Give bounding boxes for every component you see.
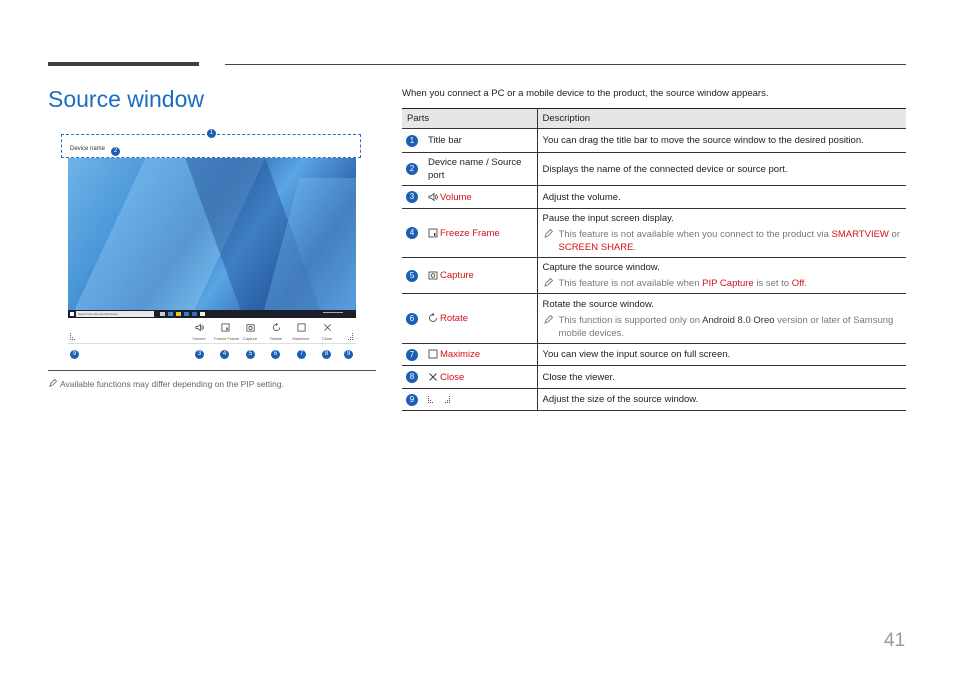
part-name: Title bar — [428, 135, 462, 146]
part-note: This function is supported only on Android 8.0 Oreo version or later of Samsung mobile devices. — [543, 314, 902, 340]
callout-1: 1 — [207, 129, 216, 138]
part-description: Displays the name of the connected device or source port. — [537, 153, 906, 186]
rotate-icon — [428, 313, 438, 323]
source-screen-image — [68, 158, 356, 310]
windows-taskbar — [68, 310, 356, 318]
folder-icon — [176, 312, 181, 316]
part-description: Adjust the volume. — [537, 186, 906, 209]
resize-handle-left-icon[interactable] — [70, 332, 80, 340]
callout-6: 6 — [271, 350, 280, 359]
callout-2: 2 — [111, 147, 120, 156]
pencil-note-icon — [543, 278, 553, 288]
table-row — [402, 366, 906, 389]
table-row — [402, 294, 906, 344]
freeze-frame-button[interactable]: Freeze Frame — [214, 323, 236, 341]
page-title: Source window — [48, 86, 204, 112]
capture-button[interactable]: Capture — [239, 323, 261, 341]
maximize-button[interactable]: Maximize — [290, 323, 312, 341]
figure-note: Available functions may differ depending on the PIP setting. — [48, 379, 284, 389]
callout-5: 5 — [246, 350, 255, 359]
part-description: Rotate the source window. — [542, 298, 654, 310]
table-row — [402, 153, 906, 186]
windows-start-icon — [70, 312, 74, 316]
callout-7: 7 — [297, 350, 306, 359]
figure-rule — [48, 370, 376, 371]
page-number: 41 — [884, 630, 906, 651]
tray-clock — [323, 312, 343, 316]
part-name: Device name / Source port — [428, 157, 522, 181]
header-parts: Parts — [402, 109, 537, 129]
part-description: Pause the input screen display. — [542, 213, 674, 224]
maximize-icon — [297, 323, 306, 332]
part-note: This feature is not available when PIP Capture is set to Off. — [543, 277, 902, 290]
row-number-badge: 2 — [406, 163, 418, 175]
part-name: Close — [440, 371, 465, 383]
device-name-label: Device name — [70, 146, 106, 152]
intro-text: When you connect a PC or a mobile device to the product, the source window appears. — [402, 88, 769, 99]
pencil-note-icon — [543, 229, 553, 239]
header-rule — [225, 64, 906, 65]
freeze-frame-icon — [221, 323, 230, 332]
close-icon — [323, 323, 332, 332]
row-number-badge: 1 — [406, 135, 418, 147]
freeze-frame-icon — [428, 228, 438, 238]
parts-table — [402, 108, 906, 411]
source-window-controls — [68, 318, 356, 344]
pencil-note-icon — [48, 379, 57, 388]
part-name: Freeze Frame — [440, 227, 500, 239]
volume-icon — [428, 192, 438, 202]
close-button[interactable]: Close — [316, 323, 338, 341]
mail-icon — [192, 312, 197, 316]
callout-8: 8 — [322, 350, 331, 359]
task-view-icon — [160, 312, 165, 316]
rotate-button[interactable]: Rotate — [265, 323, 287, 341]
table-row — [402, 186, 906, 209]
row-number-badge: 3 — [406, 191, 418, 203]
rotate-icon — [272, 323, 281, 332]
row-number-badge: 8 — [406, 371, 418, 383]
part-name: Rotate — [440, 313, 468, 324]
part-name: Capture — [440, 270, 474, 281]
store-icon — [184, 312, 189, 316]
part-description: Adjust the size of the source window. — [537, 389, 906, 411]
table-row — [402, 209, 906, 258]
table-row — [402, 389, 906, 411]
part-name: Maximize — [440, 349, 481, 360]
capture-icon — [428, 270, 438, 280]
part-description: You can view the input source on full screen. — [537, 344, 906, 366]
app-icon — [200, 312, 205, 316]
maximize-icon — [428, 349, 438, 359]
header-description: Description — [537, 109, 906, 129]
part-description: Close the viewer. — [537, 366, 906, 389]
row-number-badge: 5 — [406, 270, 418, 282]
volume-icon — [195, 323, 204, 332]
header-accent-bar — [48, 62, 199, 66]
edge-icon — [168, 312, 173, 316]
row-number-badge: 4 — [406, 227, 418, 239]
resize-handle-right-icon[interactable] — [343, 332, 353, 340]
taskbar-search: Search the web and Windows — [76, 311, 154, 317]
table-row — [402, 258, 906, 294]
callout-9-left: 9 — [70, 350, 79, 359]
part-note: This feature is not available when you connect to the product via SMARTVIEW or SCREEN SHARE. — [543, 228, 902, 254]
part-description: Capture the source window. — [542, 262, 660, 273]
callout-4: 4 — [220, 350, 229, 359]
callout-9-right: 9 — [344, 350, 353, 359]
close-icon — [428, 372, 438, 382]
row-number-badge: 9 — [406, 394, 418, 406]
part-name: Volume — [440, 191, 472, 203]
pencil-note-icon — [543, 315, 553, 325]
capture-icon — [246, 323, 255, 332]
table-row — [402, 344, 906, 366]
volume-button[interactable]: Volume — [188, 323, 210, 341]
part-description: You can drag the title bar to move the source window to the desired position. — [537, 129, 906, 153]
row-number-badge: 6 — [406, 313, 418, 325]
resize-handle-icon — [428, 394, 450, 404]
table-row — [402, 129, 906, 153]
table-header-row — [402, 109, 906, 129]
callout-3: 3 — [195, 350, 204, 359]
row-number-badge: 7 — [406, 349, 418, 361]
